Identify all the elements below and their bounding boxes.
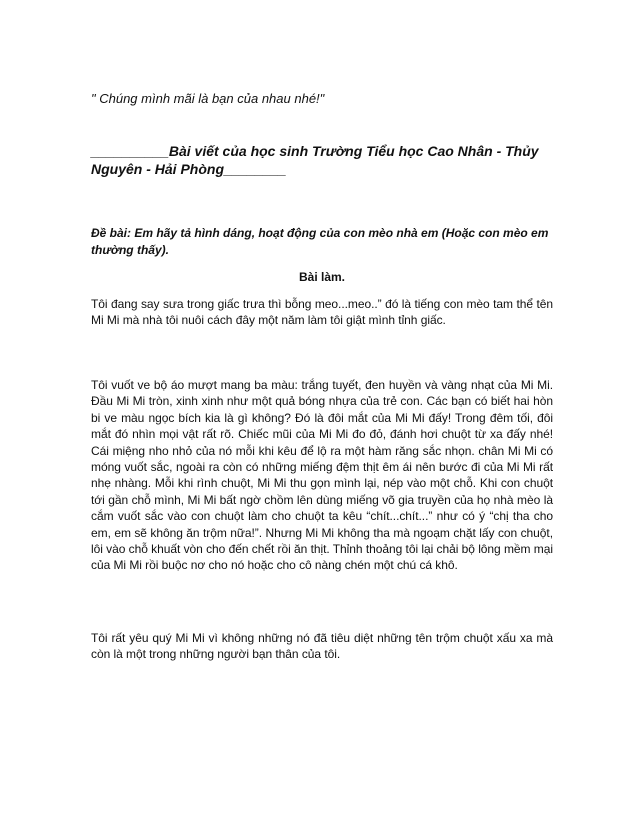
assignment-prompt: Đề bài: Em hãy tả hình dáng, hoạt động của con mèo nhà em (Hoặc con mèo em thường thấy).: [91, 226, 549, 257]
document-quote: " Chúng mình mãi là bạn của nhau nhé!": [91, 91, 325, 106]
essay-paragraph-3: Tôi rất yêu quý Mi Mi vì không những nó đã tiêu diệt những tên trộm chuột xấu xa mà còn là một trong những người bạn thân của tôi.: [91, 631, 553, 662]
essay-heading: Bài làm.: [298, 270, 346, 284]
essay-paragraph-2: Tôi vuốt ve bộ áo mượt mang ba màu: trắng tuyết, đen huyền và vàng nhạt của Mi Mi. Đầu Mi Mi tròn, xinh xinh như một quả bóng nhựa của trẻ con. Các bạn có biết hai hòn bi ve màu ngọc bích kia là gì không? Đó là đôi mắt của Mi Mi đấy! Trong đêm tối, đôi mắt đó nhìn mọi vật rất rõ. Chiếc mũi của Mi Mi đo đỏ, đánh hơi chuột từ xa đấy nhé! Cái miệng nho nhỏ của nó mỗi khi kêu để lộ ra một hàm răng sắc nhọn. chân Mi Mi có móng vuốt sắc, ngoài ra còn có những miếng đệm thịt êm ái nên bước đi của Mi Mi rất nhẹ nhàng. Mỗi khi rình chuột, Mi Mi thu gọn mình lại, nép vào một chỗ. Khi con chuột tới gần chỗ mình, Mi Mi bất ngờ chồm lên dùng miếng võ gia truyền của họ nhà mèo là cắm vuốt sắc vào con chuột làm cho chuột ta kêu “chít...chít...” như có ý “chị tha cho em, em sẽ không ăn trộm nữa!”. Nhưng Mi Mi không tha mà ngoạm chặt lấy con chuột, lôi vào chỗ khuất vòn cho đến chết rồi ăn thịt. Thỉnh thoảng tôi lại chải bộ lông mềm mại của Mi Mi rồi buộc nơ cho nó hoặc cho cô nàng chén một chú cá khô.: [91, 378, 553, 573]
document-byline: __________Bài viết của học sinh Trường Tiểu học Cao Nhân - Thủy Nguyên - Hải Phòng________: [91, 143, 539, 177]
essay-paragraph-1: Tôi đang say sưa trong giấc trưa thì bỗng meo...meo..” đó là tiếng con mèo tam thể tên Mi Mi mà nhà tôi nuôi cách đây một năm làm tôi giật mình tỉnh giấc.: [91, 297, 553, 328]
